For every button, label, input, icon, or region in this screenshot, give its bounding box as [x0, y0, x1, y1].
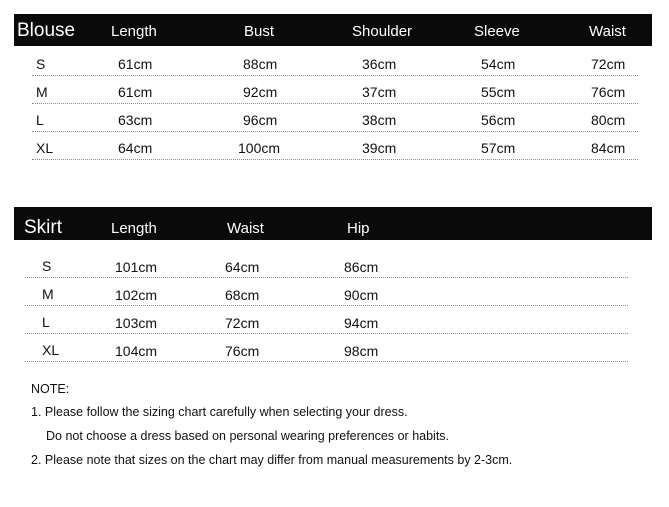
skirt-size-s: S	[42, 258, 52, 274]
blouse-m-waist: 76cm	[591, 84, 626, 100]
blouse-header	[14, 14, 652, 46]
skirt-xl-hip: 98cm	[344, 343, 379, 359]
blouse-m-length: 61cm	[118, 84, 153, 100]
blouse-row-divider	[32, 102, 638, 104]
blouse-xl-shoulder: 39cm	[362, 140, 397, 156]
skirt-header	[14, 207, 652, 240]
skirt-l-hip: 94cm	[344, 315, 379, 331]
skirt-col-hip: Hip	[347, 220, 370, 237]
blouse-l-length: 63cm	[118, 112, 153, 128]
blouse-s-bust: 88cm	[243, 56, 278, 72]
blouse-m-sleeve: 55cm	[481, 84, 516, 100]
blouse-l-sleeve: 56cm	[481, 112, 516, 128]
skirt-size-m: M	[42, 286, 54, 302]
blouse-col-shoulder: Shoulder	[352, 23, 413, 40]
skirt-col-length: Length	[111, 220, 157, 237]
blouse-size-m: M	[36, 84, 48, 100]
blouse-s-waist: 72cm	[591, 56, 626, 72]
skirt-s-hip: 86cm	[344, 259, 379, 275]
blouse-m-bust: 92cm	[243, 84, 278, 100]
skirt-row-divider	[25, 304, 628, 306]
blouse-s-sleeve: 54cm	[481, 56, 516, 72]
blouse-l-waist: 80cm	[591, 112, 626, 128]
skirt-title: Skirt	[24, 217, 62, 238]
blouse-col-sleeve: Sleeve	[474, 23, 520, 40]
blouse-size-s: S	[36, 56, 46, 72]
skirt-m-length: 102cm	[115, 287, 158, 303]
skirt-l-length: 103cm	[115, 315, 158, 331]
note-line-1: 1. Please follow the sizing chart carefully when selecting your dress.	[31, 405, 408, 419]
blouse-l-bust: 96cm	[243, 112, 278, 128]
blouse-col-length: Length	[111, 23, 157, 40]
blouse-row-divider	[32, 158, 638, 160]
blouse-col-bust: Bust	[244, 23, 275, 40]
skirt-size-xl: XL	[42, 342, 60, 358]
note-line-3: 2. Please note that sizes on the chart may differ from manual measurements by 2-3cm.	[31, 453, 513, 467]
skirt-m-hip: 90cm	[344, 287, 379, 303]
blouse-title: Blouse	[17, 20, 76, 41]
blouse-m-shoulder: 37cm	[362, 84, 397, 100]
skirt-l-waist: 72cm	[225, 315, 260, 331]
blouse-xl-waist: 84cm	[591, 140, 626, 156]
notes-heading: NOTE:	[31, 382, 70, 396]
blouse-s-shoulder: 36cm	[362, 56, 397, 72]
skirt-col-waist: Waist	[227, 220, 264, 237]
blouse-size-xl: XL	[36, 140, 54, 156]
skirt-xl-length: 104cm	[115, 343, 158, 359]
blouse-xl-sleeve: 57cm	[481, 140, 516, 156]
skirt-s-length: 101cm	[115, 259, 158, 275]
skirt-s-waist: 64cm	[225, 259, 260, 275]
note-line-2: Do not choose a dress based on personal wearing preferences or habits.	[46, 429, 450, 443]
blouse-col-waist: Waist	[589, 23, 626, 40]
blouse-xl-bust: 100cm	[238, 140, 281, 156]
blouse-s-length: 61cm	[118, 56, 153, 72]
skirt-xl-waist: 76cm	[225, 343, 260, 359]
blouse-l-shoulder: 38cm	[362, 112, 397, 128]
skirt-row-divider	[25, 360, 628, 362]
skirt-row-divider	[25, 276, 628, 278]
skirt-size-l: L	[42, 314, 50, 330]
skirt-row-divider	[25, 332, 628, 334]
blouse-xl-length: 64cm	[118, 140, 153, 156]
blouse-row-divider	[32, 130, 638, 132]
blouse-row-divider	[32, 74, 638, 76]
skirt-m-waist: 68cm	[225, 287, 260, 303]
blouse-size-l: L	[36, 112, 44, 128]
